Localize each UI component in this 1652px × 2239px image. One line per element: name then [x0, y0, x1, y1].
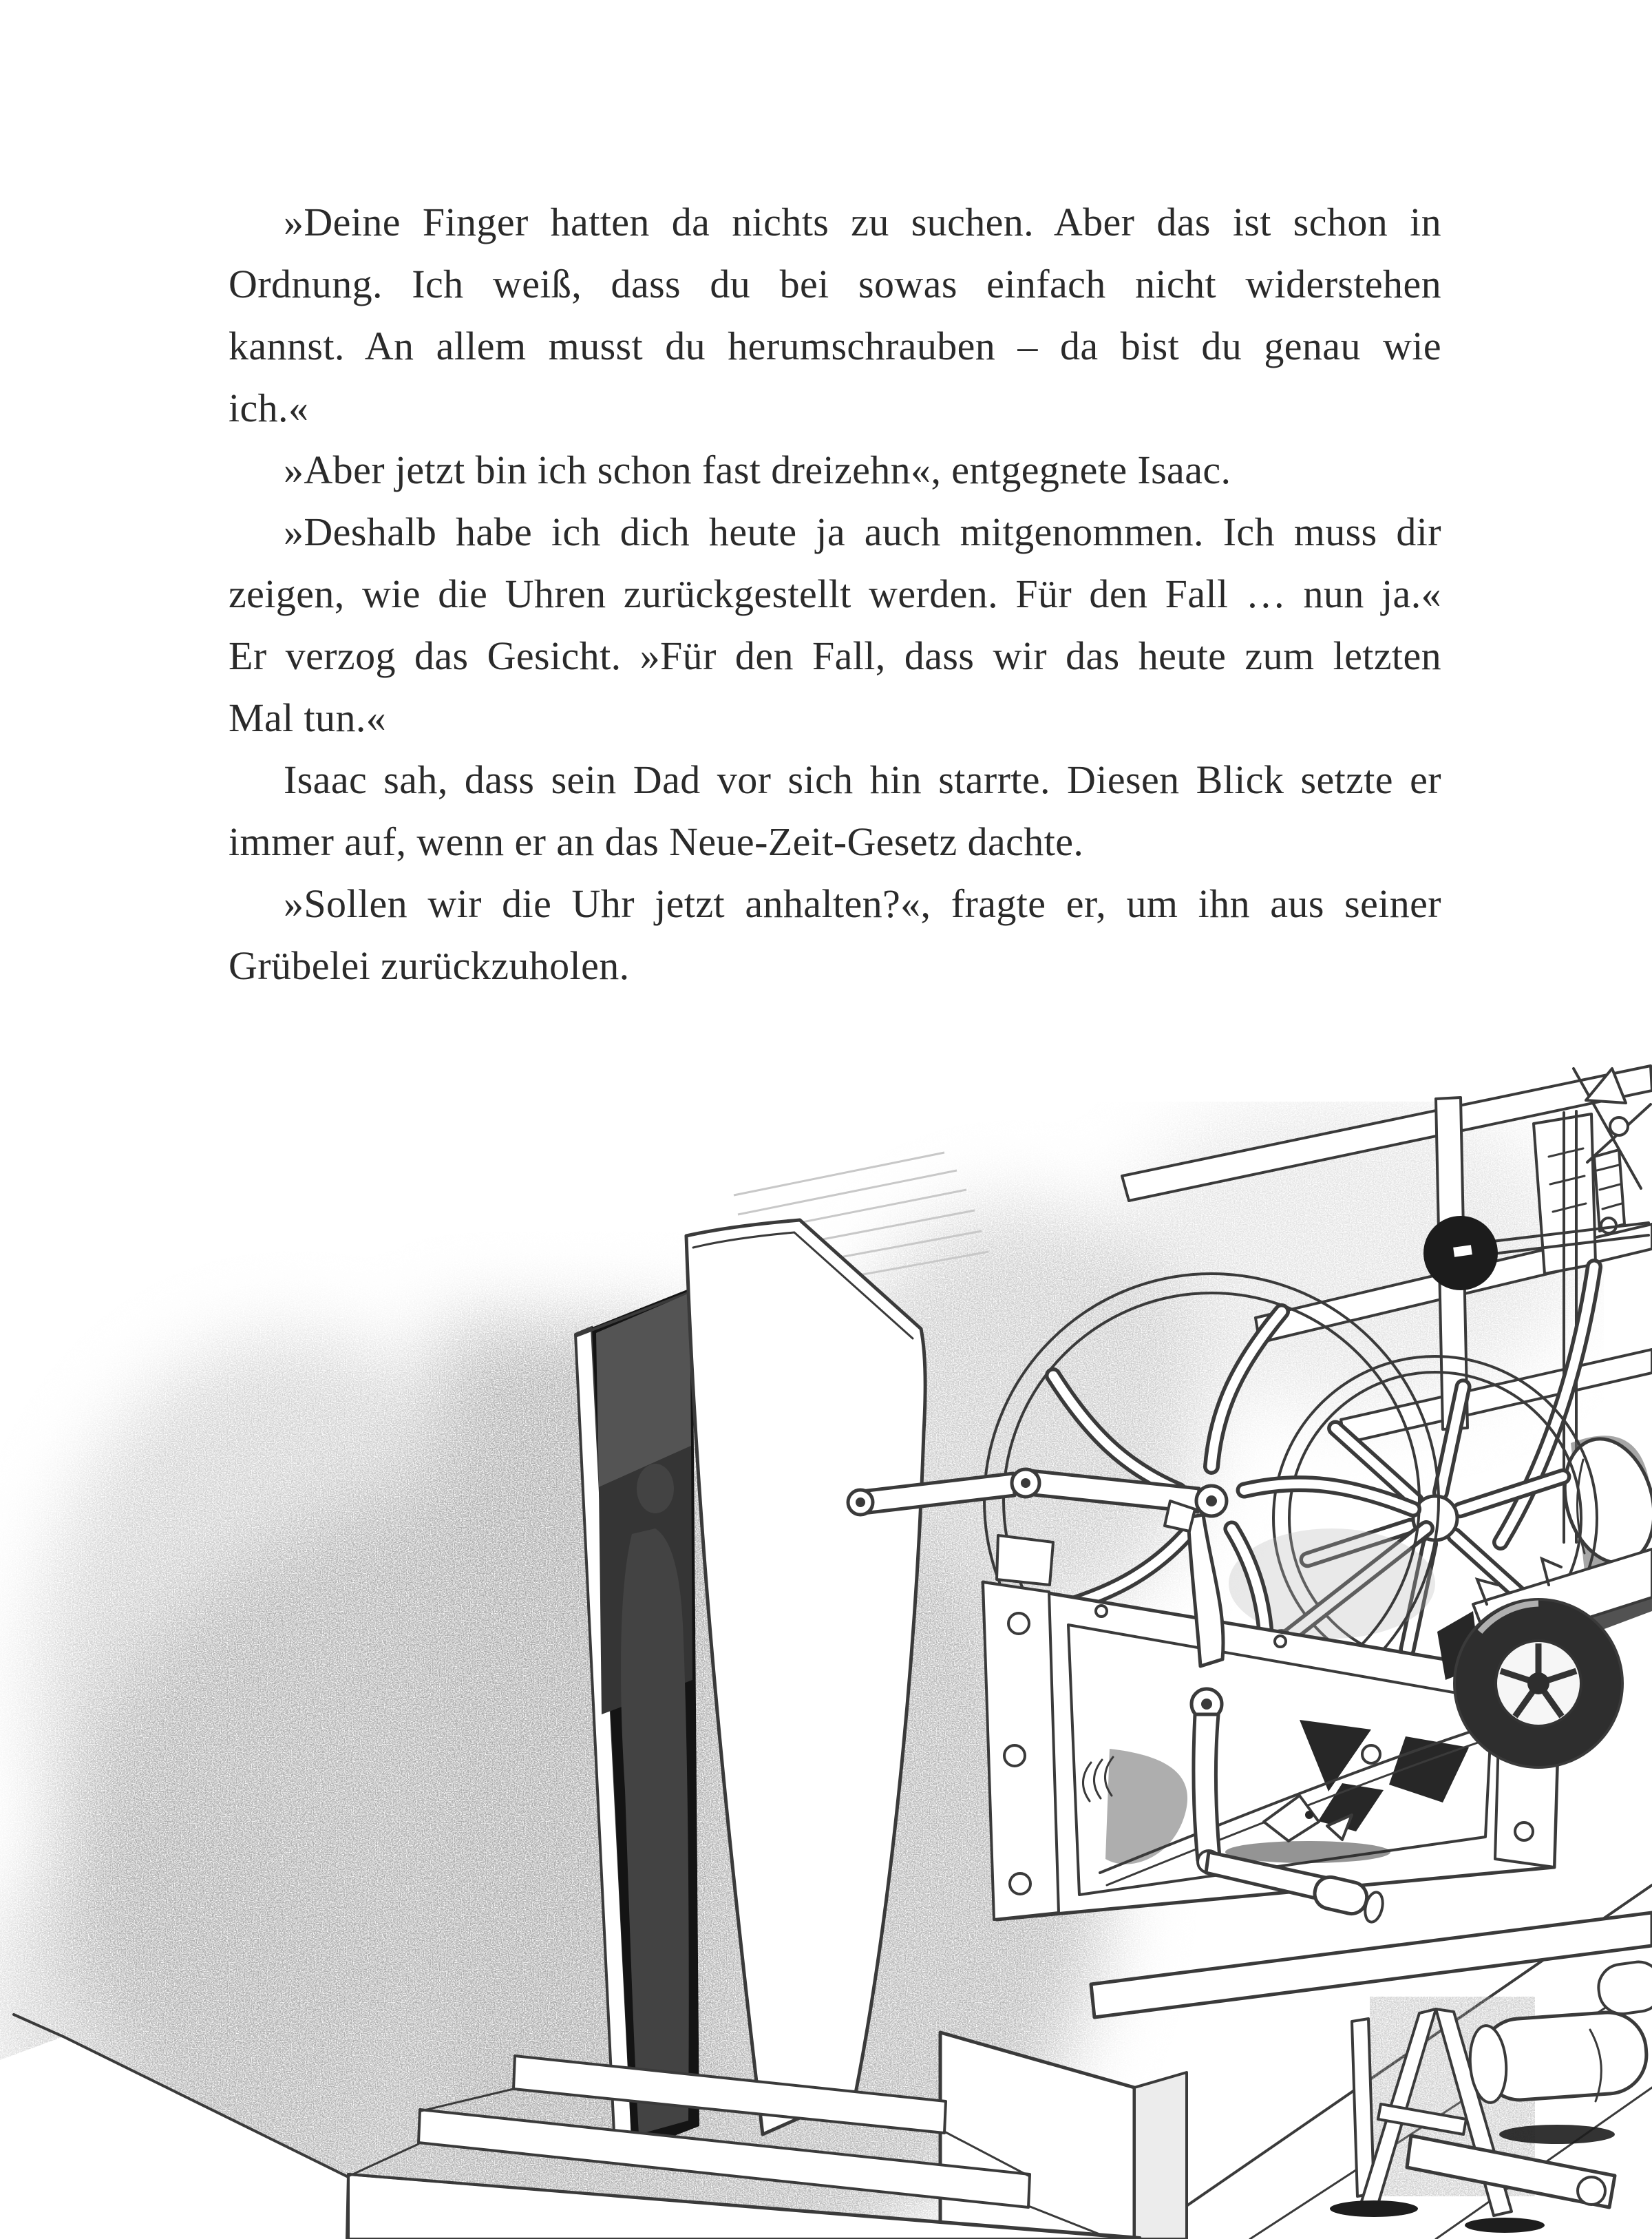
paragraph [229, 749, 1441, 873]
text-line: »Sollen wir die Uhr jetzt anhalten?«, fragte er, um ihn aus seiner [284, 881, 1441, 926]
text-line: ich.« [229, 386, 309, 430]
text-line: Grübelei zurückzuholen. [229, 943, 630, 988]
text-line: »Deine Finger hatten da nichts zu suchen. Aber das ist schon in [284, 200, 1441, 244]
text-line: Ordnung. Ich weiß, dass du bei sowas einfach nicht widerstehen [229, 262, 1441, 306]
clockwork-illustration [0, 1060, 1652, 2239]
text-block [229, 191, 1441, 997]
text-line: zeigen, wie die Uhren zurückgestellt werden. Für den Fall … nun ja.« [229, 571, 1441, 616]
text-line: »Aber jetzt bin ich schon fast dreizehn«, entgegnete Isaac. [284, 448, 1231, 492]
paragraph [229, 873, 1441, 997]
bearing-block [997, 1535, 1053, 1585]
paragraph [229, 439, 1441, 501]
text-line: Mal tun.« [229, 695, 387, 740]
shadow [1499, 2125, 1615, 2144]
paragraph [229, 191, 1441, 439]
clockwork-illustration-svg [0, 1060, 1652, 2239]
text-line: kannst. An allem musst du herumschrauben – da bist du genau wie [229, 324, 1441, 368]
text-line: immer auf, wenn er an das Neue-Zeit-Gesetz dachte. [229, 819, 1084, 864]
text-line: »Deshalb habe ich dich heute ja auch mitgenommen. Ich muss dir [284, 509, 1441, 554]
shadow [1465, 2218, 1545, 2233]
text-line: Er verzog das Gesicht. »Für den Fall, dass wir das heute zum letzten [229, 633, 1441, 678]
shadow [1330, 2200, 1418, 2217]
paragraph [229, 501, 1441, 749]
text-line: Isaac sah, dass sein Dad vor sich hin starrte. Diesen Blick setzte er [284, 757, 1441, 802]
